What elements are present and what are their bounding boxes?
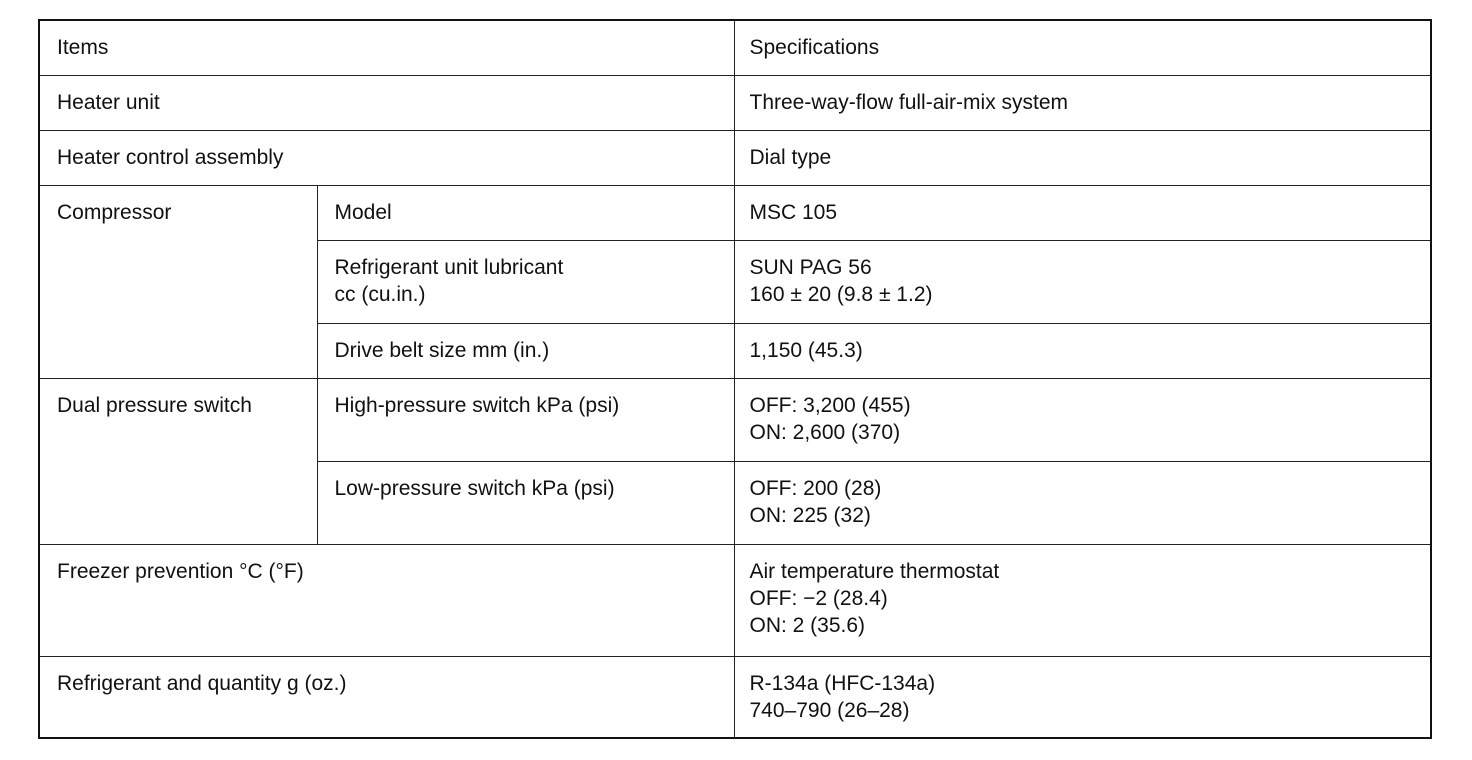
table-row: [39, 75, 1431, 130]
spec-refrigerant-and-quantity: R-134a (HFC-134a) 740–790 (26–28): [734, 656, 1431, 738]
subitem-low-pressure-switch: Low-pressure switch kPa (psi): [317, 461, 734, 544]
item-heater-control-assembly: Heater control assembly: [39, 130, 734, 185]
table-row: [39, 185, 1431, 240]
subitem-drive-belt-size: Drive belt size mm (in.): [317, 323, 734, 378]
item-dual-pressure-switch: Dual pressure switch: [39, 378, 317, 544]
spec-refrigerant-unit-lubricant: SUN PAG 56 160 ± 20 (9.8 ± 1.2): [734, 240, 1431, 323]
spec-heater-unit: Three-way-flow full-air-mix system: [734, 75, 1431, 130]
item-refrigerant-and-quantity: Refrigerant and quantity g (oz.): [39, 656, 734, 738]
subitem-refrigerant-unit-lubricant: Refrigerant unit lubricant cc (cu.in.): [317, 240, 734, 323]
item-compressor: Compressor: [39, 185, 317, 378]
table-row: [39, 130, 1431, 185]
table-row: [39, 544, 1431, 656]
table-row: [39, 378, 1431, 461]
header-specifications: Specifications: [734, 20, 1431, 75]
spec-high-pressure-switch: OFF: 3,200 (455) ON: 2,600 (370): [734, 378, 1431, 461]
table-header-row: [39, 20, 1431, 75]
spec-model: MSC 105: [734, 185, 1431, 240]
spec-drive-belt-size: 1,150 (45.3): [734, 323, 1431, 378]
table-row: [39, 656, 1431, 738]
subitem-model: Model: [317, 185, 734, 240]
item-heater-unit: Heater unit: [39, 75, 734, 130]
spec-low-pressure-switch: OFF: 200 (28) ON: 225 (32): [734, 461, 1431, 544]
subitem-high-pressure-switch: High-pressure switch kPa (psi): [317, 378, 734, 461]
item-freezer-prevention: Freezer prevention °C (°F): [39, 544, 734, 656]
spec-freezer-prevention: Air temperature thermostat OFF: −2 (28.4) ON: 2 (35.6): [734, 544, 1431, 656]
spec-heater-control-assembly: Dial type: [734, 130, 1431, 185]
header-items: Items: [39, 20, 734, 75]
specifications-table: [38, 19, 1432, 739]
